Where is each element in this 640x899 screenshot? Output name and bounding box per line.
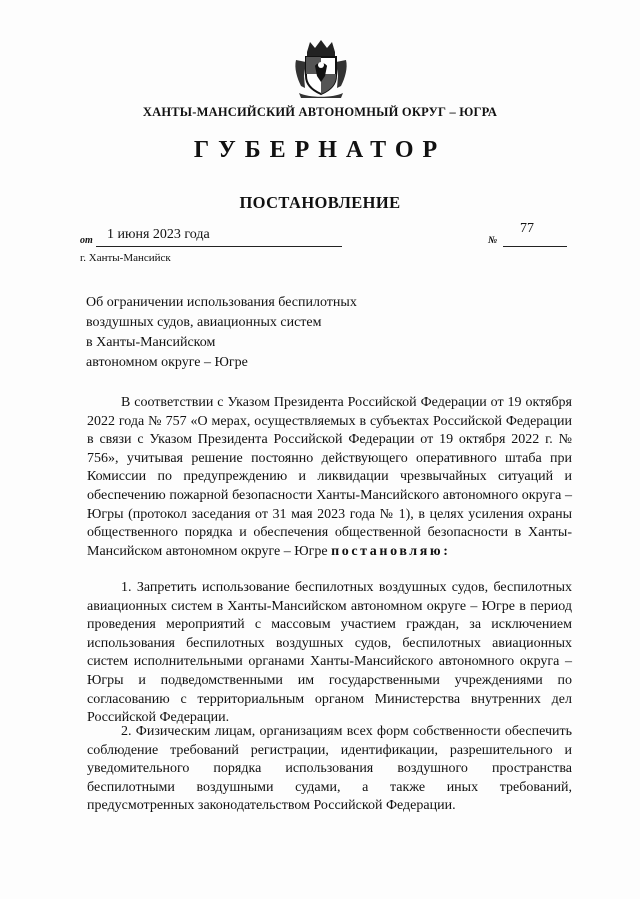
date-underline <box>96 246 342 247</box>
region-name: ХАНТЫ-МАНСИЙСКИЙ АВТОНОМНЫЙ ОКРУГ – ЮГРА <box>142 105 498 119</box>
number-sign: № <box>488 235 498 246</box>
subject-line: воздушных судов, авиационных систем <box>86 315 322 330</box>
subject-line: Об ограничении использования беспилотных <box>86 295 357 310</box>
document-type: ПОСТАНОВЛЕНИЕ <box>239 193 401 212</box>
preamble-text: В соответствии с Указом Президента Российской Федерации от 19 октября 2022 года № 757 «О мерах, осуществляемых в субъектах Российской Федерации в связи с Указом Президента Российской Федерации от 19 октября 2022 г. № 756», учитывая решение постоянно действующего оперативного штаба при Комиссии по предупреждению и ликвидации чрезвычайных ситуаций и обеспечению пожарной безопасности Ханты-Мансийского автономного округа – Югры (протокол заседания от 31 мая 2023 года № 1), в целях усиления охраны общественного порядка и обеспечения общественной безопасности в Ханты-Мансийском автономном округе – Югре <box>87 395 572 559</box>
document-number: 77 <box>520 221 534 236</box>
document-subject <box>86 293 406 373</box>
subject-line: в Ханты-Мансийском <box>86 335 216 350</box>
city-line: г. Ханты-Мансийск <box>80 252 171 264</box>
page-title: ГУБЕРНАТОР <box>193 137 447 163</box>
decree-word: постановляю: <box>331 543 451 559</box>
subject-line: автономном округе – Югре <box>86 355 248 370</box>
preamble-paragraph <box>87 394 572 561</box>
number-underline <box>503 246 567 247</box>
date-number-row <box>80 221 580 248</box>
document-date: 1 июня 2023 года <box>107 227 210 242</box>
clause-1: 1. Запретить использование беспилотных воздушных судов, беспилотных авиационных систем в Ханты-Мансийском автономном округе – Югре в период проведения мероприятий с массовым участием граждан, за исключением использования беспилотных воздушных судов, беспилотных авиационных систем исполнительными органами Ханты-Мансийского автономного округа – Югры и подведомственными им государственными учреждениями по согласованию с территориальным органом Министерства внутренних дел Российской Федерации. <box>87 580 572 726</box>
coat-of-arms-icon <box>293 38 349 100</box>
date-prefix: от <box>80 235 93 246</box>
clause-2: 2. Физическим лицам, организациям всех форм собственности обеспечить соблюдение требований регистрации, идентификации, разрешительного и уведомительного порядка использования воздушного пространства беспилотными воздушными судами, а также иных требований, предусмотренных законодательством Российской Федерации. <box>87 724 572 814</box>
